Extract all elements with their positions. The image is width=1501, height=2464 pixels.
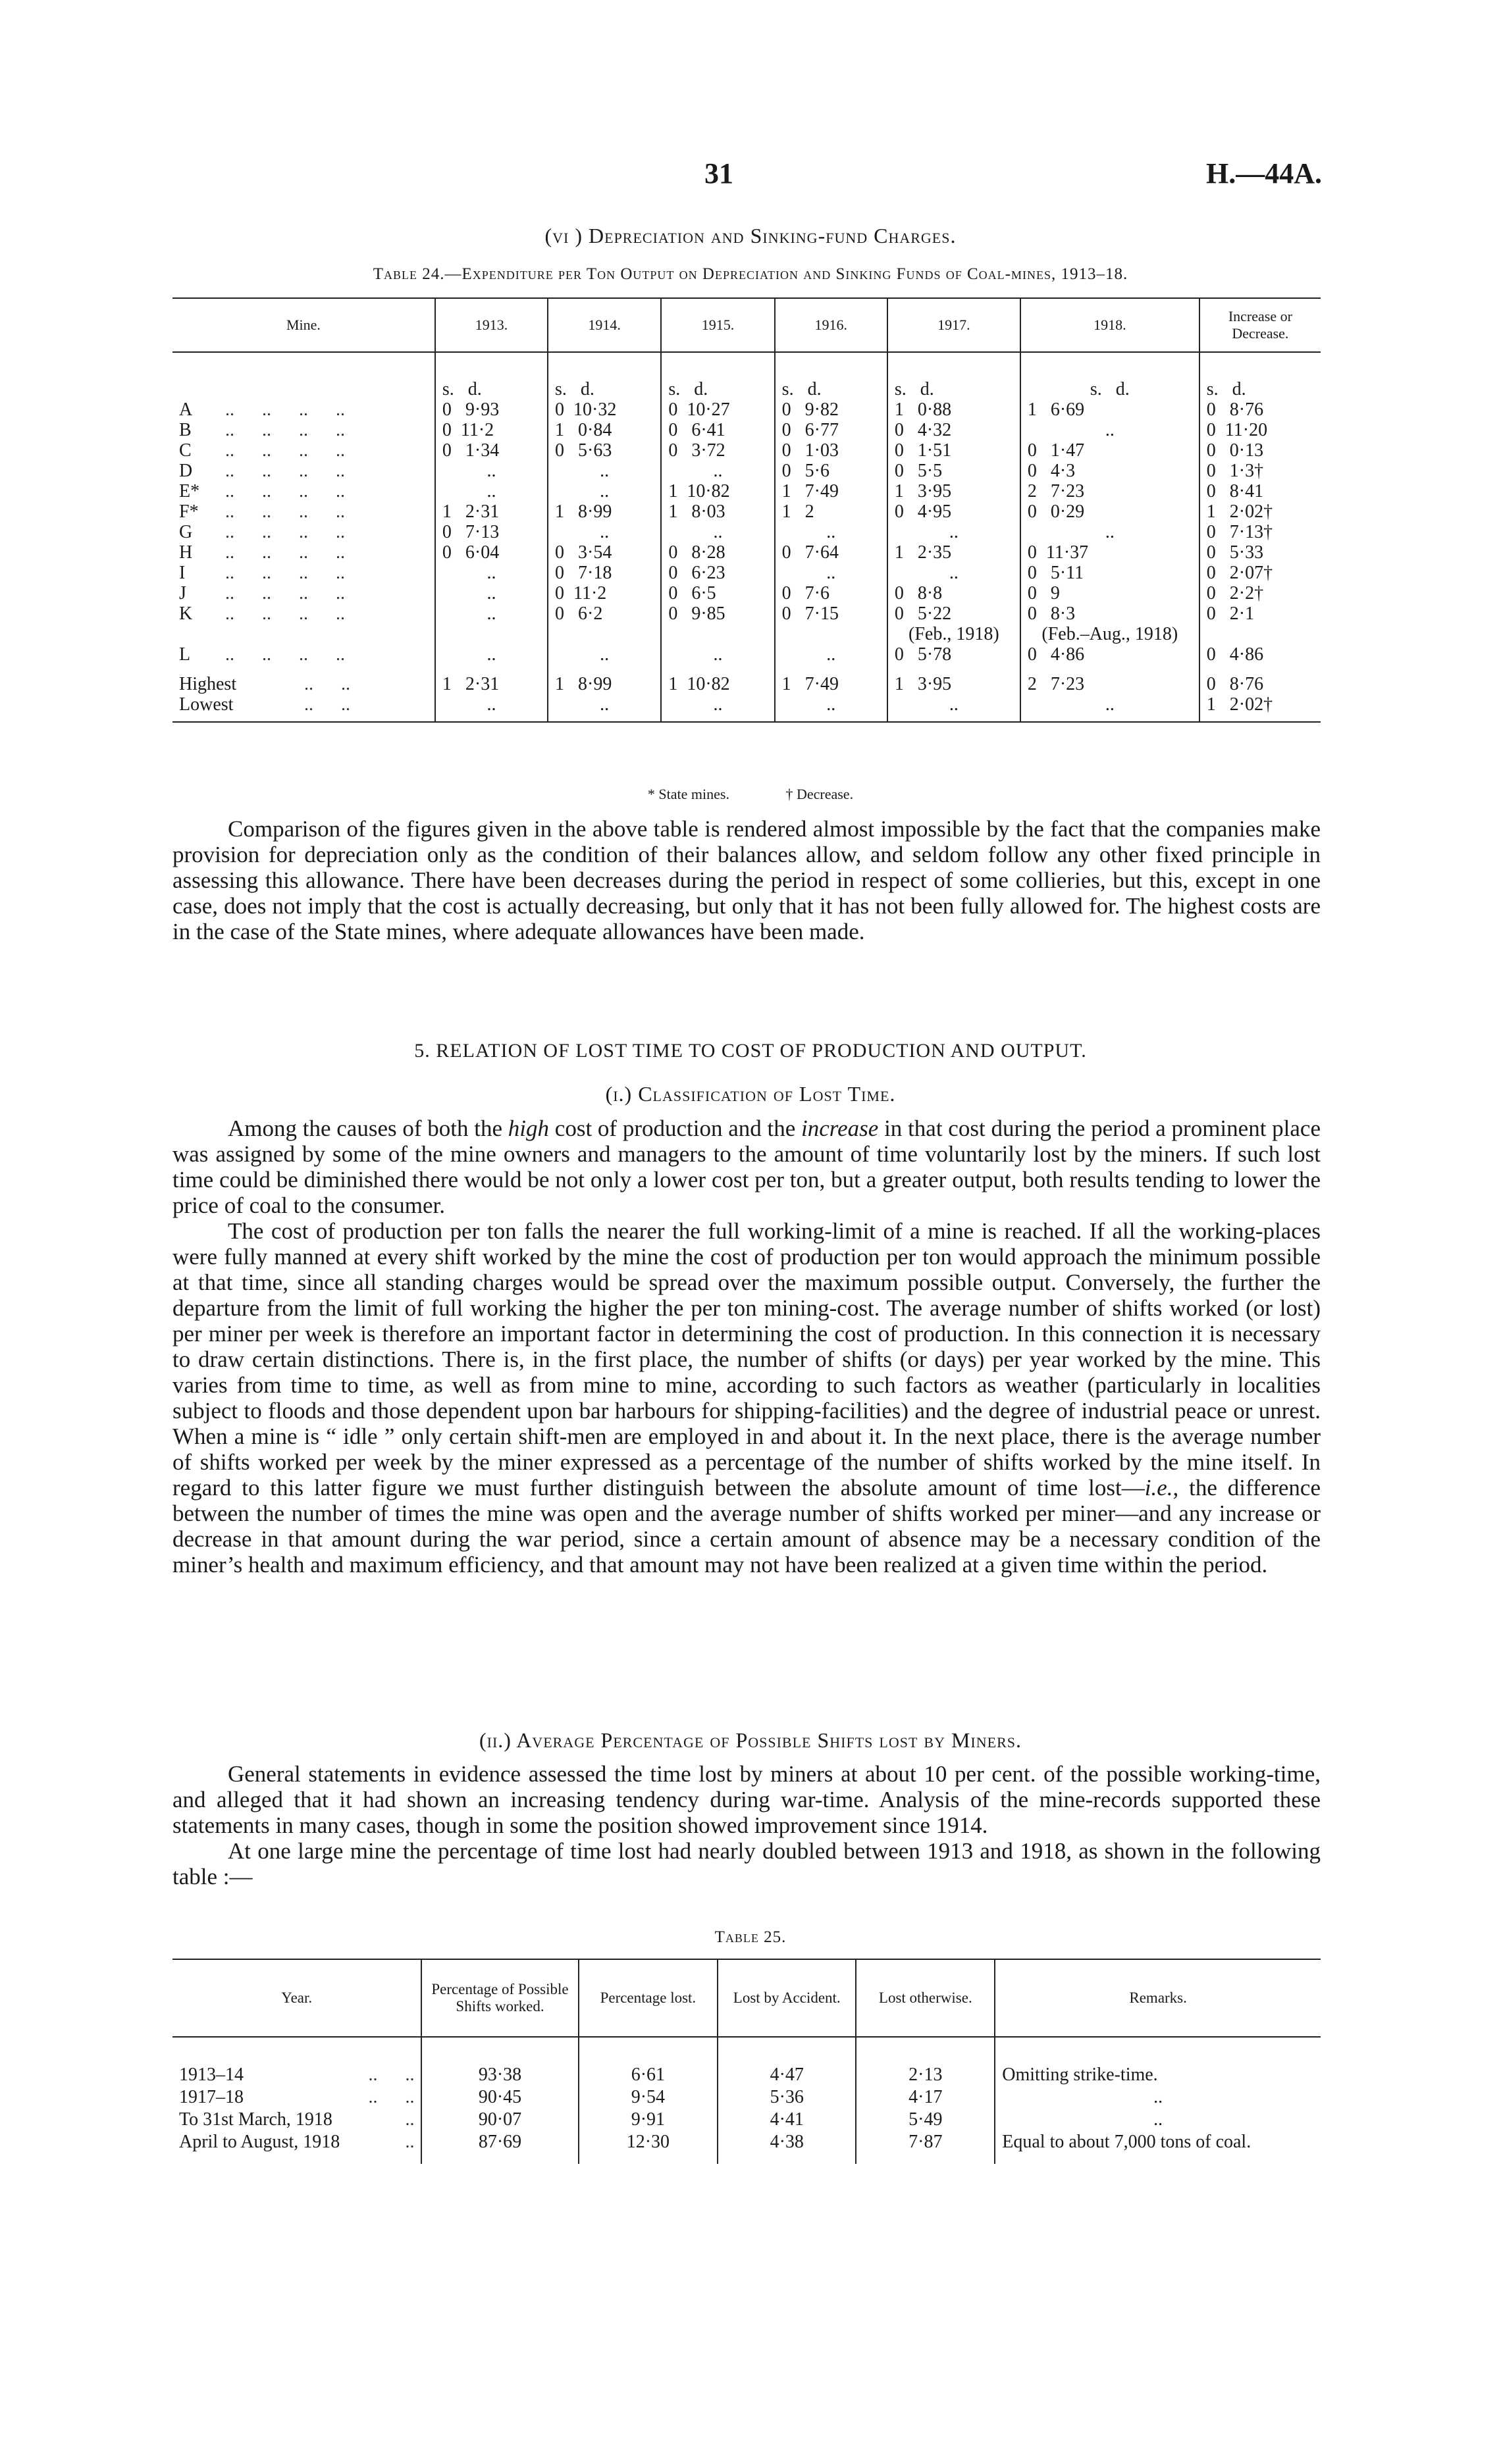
table-header-row (172, 298, 1321, 352)
column-header: 1915. (661, 298, 774, 352)
mine-cell (172, 694, 435, 722)
value-cell: 0 5·6 (775, 461, 887, 481)
remark-cell: .. (1153, 2087, 1163, 2107)
value-cell: 4·41 (718, 2109, 856, 2131)
value-cell: .. (435, 563, 548, 583)
value-cell: 0 7·64 (775, 542, 887, 563)
mine-cell (172, 481, 435, 501)
value-cell: .. (887, 694, 1020, 722)
remark-cell: Equal to about 7,000 tons of coal. (1002, 2132, 1251, 2152)
year-label: To 31st March, 1918 (179, 2109, 332, 2130)
value-cell: 0 8·8 (887, 583, 1020, 603)
value-cell (435, 624, 548, 644)
value-cell: 1 8·03 (661, 501, 774, 522)
value-cell: 0 9 (1020, 583, 1199, 603)
mine-label: B (179, 420, 192, 440)
table-row (172, 563, 1321, 583)
value-cell: 0 7·18 (548, 563, 661, 583)
value-cell: 0 9·93 (435, 399, 548, 420)
value-cell: 1 2·02† (1206, 501, 1273, 522)
paragraph-text: At one large mine the percentage of time lost had nearly doubled between 1913 and 1918, as shown in the following table :— (172, 1838, 1321, 1889)
mine-label: E* (179, 481, 200, 501)
leader-dots: .. (405, 2109, 415, 2130)
value-cell: 0 9·82 (775, 399, 887, 420)
mine-cell (172, 644, 435, 665)
mine-label: G (179, 522, 193, 542)
paragraph-text: Comparison of the figures given in the above table is rendered almost impossible by the fact that the companies make provision for depreciation only as the condition of their balances allow, and seldom follow any other fixed principle in assessing this allowance. There have been decreases during the period in respect of some collieries, but this, except in one case, does not imply that the cost is actually decreasing, but only that it has not been fully allowed for. The highest costs are in the case of the State mines, where adequate allowances have been made. (172, 816, 1321, 944)
mine-label: I (179, 563, 186, 583)
table-row (172, 481, 1321, 501)
leader-dots: .. .. .. .. (225, 399, 345, 420)
remark-cell: .. (1153, 2109, 1163, 2130)
mine-cell (172, 624, 435, 644)
value-cell: 0 7·13 (435, 522, 548, 542)
table-header-row (172, 1959, 1321, 2037)
leader-dots: .. .. .. .. (225, 644, 345, 665)
mine-cell (172, 399, 435, 420)
value-cell: 2·13 (856, 2037, 995, 2086)
unit-cell: s. d. (435, 352, 548, 399)
footnote-decrease: † Decrease. (785, 786, 854, 802)
mine-cell (172, 665, 435, 694)
table-row (172, 624, 1321, 644)
value-cell: 0 7·6 (775, 583, 887, 603)
value-cell: 0 11·2 (435, 420, 548, 440)
value-cell: 0 4·95 (887, 501, 1020, 522)
value-cell: 0 6·5 (661, 583, 774, 603)
leader-dots: .. .. (304, 694, 350, 715)
year-label: April to August, 1918 (179, 2132, 340, 2152)
column-header: 1916. (775, 298, 887, 352)
value-cell: 0 1·51 (887, 440, 1020, 461)
paragraph-text: Among the causes of both the high cost of production and the increase in that cost during the period a prominent place was assigned by some of the mine owners and managers to the amount of time voluntarily lost by the miners. If such lost time could be diminished there would be not only a lower cost per ton, but a greater output, both results tending to lower the price of coal to the consumer. (172, 1116, 1321, 1218)
value-cell: .. (775, 694, 887, 722)
leader-dots: .. .. .. .. (225, 420, 345, 440)
value-cell: 0 5·22 (887, 603, 1020, 624)
value-cell (661, 624, 774, 644)
value-cell: 5·49 (856, 2109, 995, 2131)
table-24-title: Table 24.—Expenditure per Ton Output on Depreciation and Sinking Funds of Coal-mines, 1913–18. (373, 265, 1128, 283)
unit-cell: s. d. (775, 352, 887, 399)
paragraph-causes-of-cost (172, 1116, 1321, 1578)
column-header: Year. (172, 1959, 421, 2037)
value-cell: 0 6·04 (435, 542, 548, 563)
value-cell: .. (661, 522, 774, 542)
value-cell: 0 8·76 (1206, 674, 1264, 694)
leader-dots: .. .. .. .. (225, 501, 345, 522)
section-heading-lost-time: 5. RELATION OF LOST TIME TO COST OF PRODUCTION AND OUTPUT. (414, 1040, 1087, 1062)
mine-cell (172, 603, 435, 624)
table-row (172, 2037, 1321, 2086)
table-row (172, 583, 1321, 603)
paragraph-text: General statements in evidence assessed the time lost by miners at about 10 per cent. of the possible working-time, and alleged that it had shown an increasing tendency during war-time. Analysis of the mine-records supported these statements in many cases, though in some the position showed improvement since 1914. (172, 1761, 1321, 1838)
value-cell: 4·17 (856, 2086, 995, 2109)
value-cell: 90·45 (421, 2086, 578, 2109)
value-cell: 0 1·03 (775, 440, 887, 461)
value-cell: 0 9·85 (661, 603, 774, 624)
value-cell: .. (775, 563, 887, 583)
mine-label: L (179, 644, 191, 665)
value-cell: 7·87 (856, 2131, 995, 2164)
table-row (172, 440, 1321, 461)
value-cell: 87·69 (421, 2131, 578, 2164)
value-cell: 1 3·95 (887, 481, 1020, 501)
mine-cell (172, 522, 435, 542)
value-cell: 0 8·41 (1206, 481, 1264, 501)
value-cell: 0 8·28 (661, 542, 774, 563)
mine-label: D (179, 461, 193, 481)
value-cell: 0 8·3 (1020, 603, 1199, 624)
value-cell: .. (548, 694, 661, 722)
unit-cell: s. d. (1020, 352, 1199, 399)
value-cell: 2 7·23 (1020, 665, 1199, 694)
value-cell: 0 5·5 (887, 461, 1020, 481)
unit-cell: s. d. (887, 352, 1020, 399)
value-cell: 12·30 (579, 2131, 718, 2164)
value-cell: 0 0·29 (1020, 501, 1199, 522)
leader-dots: .. .. .. .. (225, 522, 345, 542)
value-cell: .. (435, 694, 548, 722)
paragraph-depreciation-comparison (172, 816, 1321, 944)
unit-cell (172, 352, 435, 399)
value-cell: .. (887, 522, 1020, 542)
leader-dots: .. .. .. .. (225, 461, 345, 481)
value-cell: 1 10·82 (661, 665, 774, 694)
column-header: 1917. (887, 298, 1020, 352)
table-row (172, 2086, 1321, 2109)
value-cell (775, 624, 887, 644)
mine-label: A (179, 399, 193, 420)
value-cell: 0 5·33 (1206, 542, 1264, 563)
value-cell: 2 7·23 (1020, 481, 1199, 501)
value-cell: 0 11·37 (1020, 542, 1199, 563)
value-cell: .. (435, 644, 548, 665)
table-25-body (172, 2037, 1321, 2164)
value-cell: 0 2·1 (1206, 603, 1255, 624)
leader-dots: .. .. (368, 2087, 415, 2107)
value-cell: .. (775, 644, 887, 665)
value-cell: .. (548, 644, 661, 665)
value-cell: 1 0·84 (548, 420, 661, 440)
value-cell: 1 7·49 (775, 481, 887, 501)
value-cell: 0 2·07† (1206, 563, 1273, 583)
section-heading-depreciation: (vi ) Depreciation and Sinking-fund Charges. (544, 224, 957, 247)
emphasis-high: high (508, 1116, 550, 1141)
table-row (172, 542, 1321, 563)
mine-cell (172, 583, 435, 603)
table-row (172, 501, 1321, 522)
value-cell: 1 8·99 (548, 665, 661, 694)
value-cell: .. (1020, 420, 1199, 440)
year-cell (172, 2131, 421, 2164)
column-header: 1918. (1020, 298, 1199, 352)
leader-dots: .. .. .. .. (225, 481, 345, 501)
value-cell: 0 6·2 (548, 603, 661, 624)
leader-dots: .. .. .. .. (225, 583, 345, 603)
value-cell: 6·61 (579, 2037, 718, 2086)
table-row (172, 644, 1321, 665)
value-cell: 0 5·78 (887, 644, 1020, 665)
value-cell: .. (661, 461, 774, 481)
year-cell (172, 2086, 421, 2109)
leader-dots: .. (405, 2132, 415, 2152)
unit-cell: s. d. (1206, 379, 1246, 399)
table-24-body (172, 352, 1321, 722)
table-25-title: Table 25. (714, 1928, 787, 1946)
table-row (172, 420, 1321, 440)
value-cell: 1 7·49 (775, 665, 887, 694)
value-cell: .. (887, 563, 1020, 583)
value-cell: .. (435, 481, 548, 501)
mine-cell (172, 440, 435, 461)
mine-label: Highest (179, 674, 237, 694)
table-row (172, 694, 1321, 722)
section-heading-classification: (i.) Classification of Lost Time. (605, 1082, 896, 1106)
table-row (172, 399, 1321, 420)
value-cell: 0 6·23 (661, 563, 774, 583)
value-cell: 9·91 (579, 2109, 718, 2131)
mine-label: J (179, 583, 186, 603)
value-cell: 0 3·72 (661, 440, 774, 461)
value-cell: 1 2·35 (887, 542, 1020, 563)
paragraph-general-statements (172, 1761, 1321, 1889)
table-24 (172, 297, 1321, 723)
value-cell: .. (661, 644, 774, 665)
leader-dots: .. .. .. .. (225, 440, 345, 461)
value-cell: .. (435, 461, 548, 481)
value-cell: 0 4·32 (887, 420, 1020, 440)
value-cell: 0 4·3 (1020, 461, 1199, 481)
value-cell: .. (435, 583, 548, 603)
leader-dots: .. .. .. .. (225, 542, 345, 563)
mine-cell (172, 501, 435, 522)
column-header: Lost otherwise. (856, 1959, 995, 2037)
value-cell: 0 4·86 (1020, 644, 1199, 665)
value-cell: 0 11·20 (1206, 420, 1268, 440)
value-cell: 0 5·63 (548, 440, 661, 461)
value-cell: 1 0·88 (887, 399, 1020, 420)
leader-dots: .. .. (304, 674, 350, 694)
mine-cell (172, 542, 435, 563)
paragraph-text: The cost of production per ton falls the nearer the full working-limit of a mine is reached. If all the working-places were fully manned at every shift worked by the mine the cost of production per ton would approach the minimum possible at that time, since all standing charges would be spread over the maximum possible output. Conversely, the further the departure from the limit of full working the higher the per ton mining-cost. The average number of shifts worked (or lost) per miner per week is therefore an important factor in determining the cost of production. In this connection it is necessary to draw certain distinctions. There is, in the first place, the number of shifts (or days) per year worked by the mine. This varies from time to time, as well as from mine to mine, according to such factors as weather (particularly in localities subject to floods and those dependent upon bar harbours for shipping-facilities) and the degree of industrial peace or unrest. When a mine is “ idle ” only certain shift-men are employed in and about it. In the next place, there is the average number of shifts worked per week by the miner expressed as a percentage of the number of shifts worked by the mine itself. In regard to this latter figure we must further distinguish between the absolute amount of time lost—i.e., the difference between the number of times the mine was open and the average number of shifts worked per miner—and any increase or decrease in that amount during the war period, since a certain amount of absence may be a necessary condition of the miner’s health and maximum efficiency, and that amount may not have been realized at a given time within the period. (172, 1218, 1321, 1578)
emphasis-increase: increase (801, 1116, 879, 1141)
column-header: Percentage of Possible Shifts worked. (421, 1959, 578, 2037)
year-cell (172, 2109, 421, 2131)
column-header: 1913. (435, 298, 548, 352)
emphasis-ie: i.e. (1144, 1475, 1173, 1501)
table-row (172, 665, 1321, 694)
footnote-state-mines: * State mines. (647, 786, 729, 802)
value-cell: 0 7·13† (1206, 522, 1273, 542)
column-header: Remarks. (995, 1959, 1321, 2037)
mine-label: F* (179, 501, 199, 522)
leader-dots: .. .. .. .. (225, 563, 345, 583)
year-label: 1913–14 (179, 2065, 244, 2085)
mine-cell (172, 461, 435, 481)
value-cell: 93·38 (421, 2037, 578, 2086)
value-cell: 1 8·99 (548, 501, 661, 522)
value-cell: 0 8·76 (1206, 399, 1264, 420)
column-header: Mine. (172, 298, 435, 352)
table-24-footnotes (0, 786, 1501, 803)
value-cell: 0 6·77 (775, 420, 887, 440)
value-cell: 4·38 (718, 2131, 856, 2164)
value-cell (548, 624, 661, 644)
leader-dots: .. .. .. .. (225, 603, 345, 624)
table-row (172, 2109, 1321, 2131)
mine-label: C (179, 440, 192, 461)
value-cell: 0 5·11 (1020, 563, 1199, 583)
value-cell: .. (775, 522, 887, 542)
value-cell: .. (1020, 522, 1199, 542)
mine-cell (172, 563, 435, 583)
value-cell: 0 3·54 (548, 542, 661, 563)
value-cell: 0 1·34 (435, 440, 548, 461)
value-cell: 4·47 (718, 2037, 856, 2086)
value-cell: 1 2 (775, 501, 887, 522)
value-cell: 0 6·41 (661, 420, 774, 440)
leader-dots: .. .. (368, 2065, 415, 2085)
column-header: 1914. (548, 298, 661, 352)
value-cell: 1 10·82 (661, 481, 774, 501)
table-row (172, 603, 1321, 624)
column-header: Lost by Accident. (718, 1959, 856, 2037)
value-cell: (Feb., 1918) (887, 624, 1020, 644)
value-cell: 0 2·2† (1206, 583, 1264, 603)
value-cell: 0 1·3† (1206, 461, 1264, 481)
table-row (172, 522, 1321, 542)
value-cell: 90·07 (421, 2109, 578, 2131)
column-header: Increase or Decrease. (1199, 298, 1321, 352)
value-cell: 1 6·69 (1020, 399, 1199, 420)
mine-label: H (179, 542, 193, 563)
table-row (172, 2131, 1321, 2164)
page-number: 31 (704, 157, 733, 190)
table-row (172, 461, 1321, 481)
value-cell: .. (548, 522, 661, 542)
value-cell: 5·36 (718, 2086, 856, 2109)
value-cell: 1 2·02† (1199, 694, 1321, 722)
value-cell: .. (1020, 694, 1199, 722)
value-cell: 0 4·86 (1206, 644, 1264, 665)
value-cell: 1 2·31 (435, 501, 548, 522)
value-cell: .. (548, 481, 661, 501)
value-cell: 0 11·2 (548, 583, 661, 603)
mine-cell (172, 420, 435, 440)
table-25 (172, 1959, 1321, 2164)
year-label: 1917–18 (179, 2087, 244, 2107)
value-cell: .. (661, 694, 774, 722)
mine-label: Lowest (179, 694, 234, 715)
value-cell: 9·54 (579, 2086, 718, 2109)
value-cell: 0 10·32 (548, 399, 661, 420)
document-reference: H.—44A. (1206, 157, 1322, 190)
value-cell: 0 1·47 (1020, 440, 1199, 461)
remark-cell: Omitting strike-time. (1002, 2065, 1158, 2085)
unit-cell: s. d. (661, 352, 774, 399)
value-cell: .. (435, 603, 548, 624)
value-cell: 0 7·15 (775, 603, 887, 624)
value-cell: 1 2·31 (435, 665, 548, 694)
year-cell (172, 2037, 421, 2086)
value-cell: 1 3·95 (887, 665, 1020, 694)
unit-cell: s. d. (548, 352, 661, 399)
column-header: Percentage lost. (579, 1959, 718, 2037)
value-cell (1199, 624, 1321, 644)
unit-row (172, 352, 1321, 399)
mine-label: K (179, 603, 193, 624)
value-cell: (Feb.–Aug., 1918) (1020, 624, 1199, 644)
section-heading-average-percentage: (ii.) Average Percentage of Possible Shifts lost by Miners. (479, 1728, 1022, 1752)
value-cell: 0 0·13 (1206, 440, 1264, 461)
value-cell: .. (548, 461, 661, 481)
value-cell: 0 10·27 (661, 399, 774, 420)
